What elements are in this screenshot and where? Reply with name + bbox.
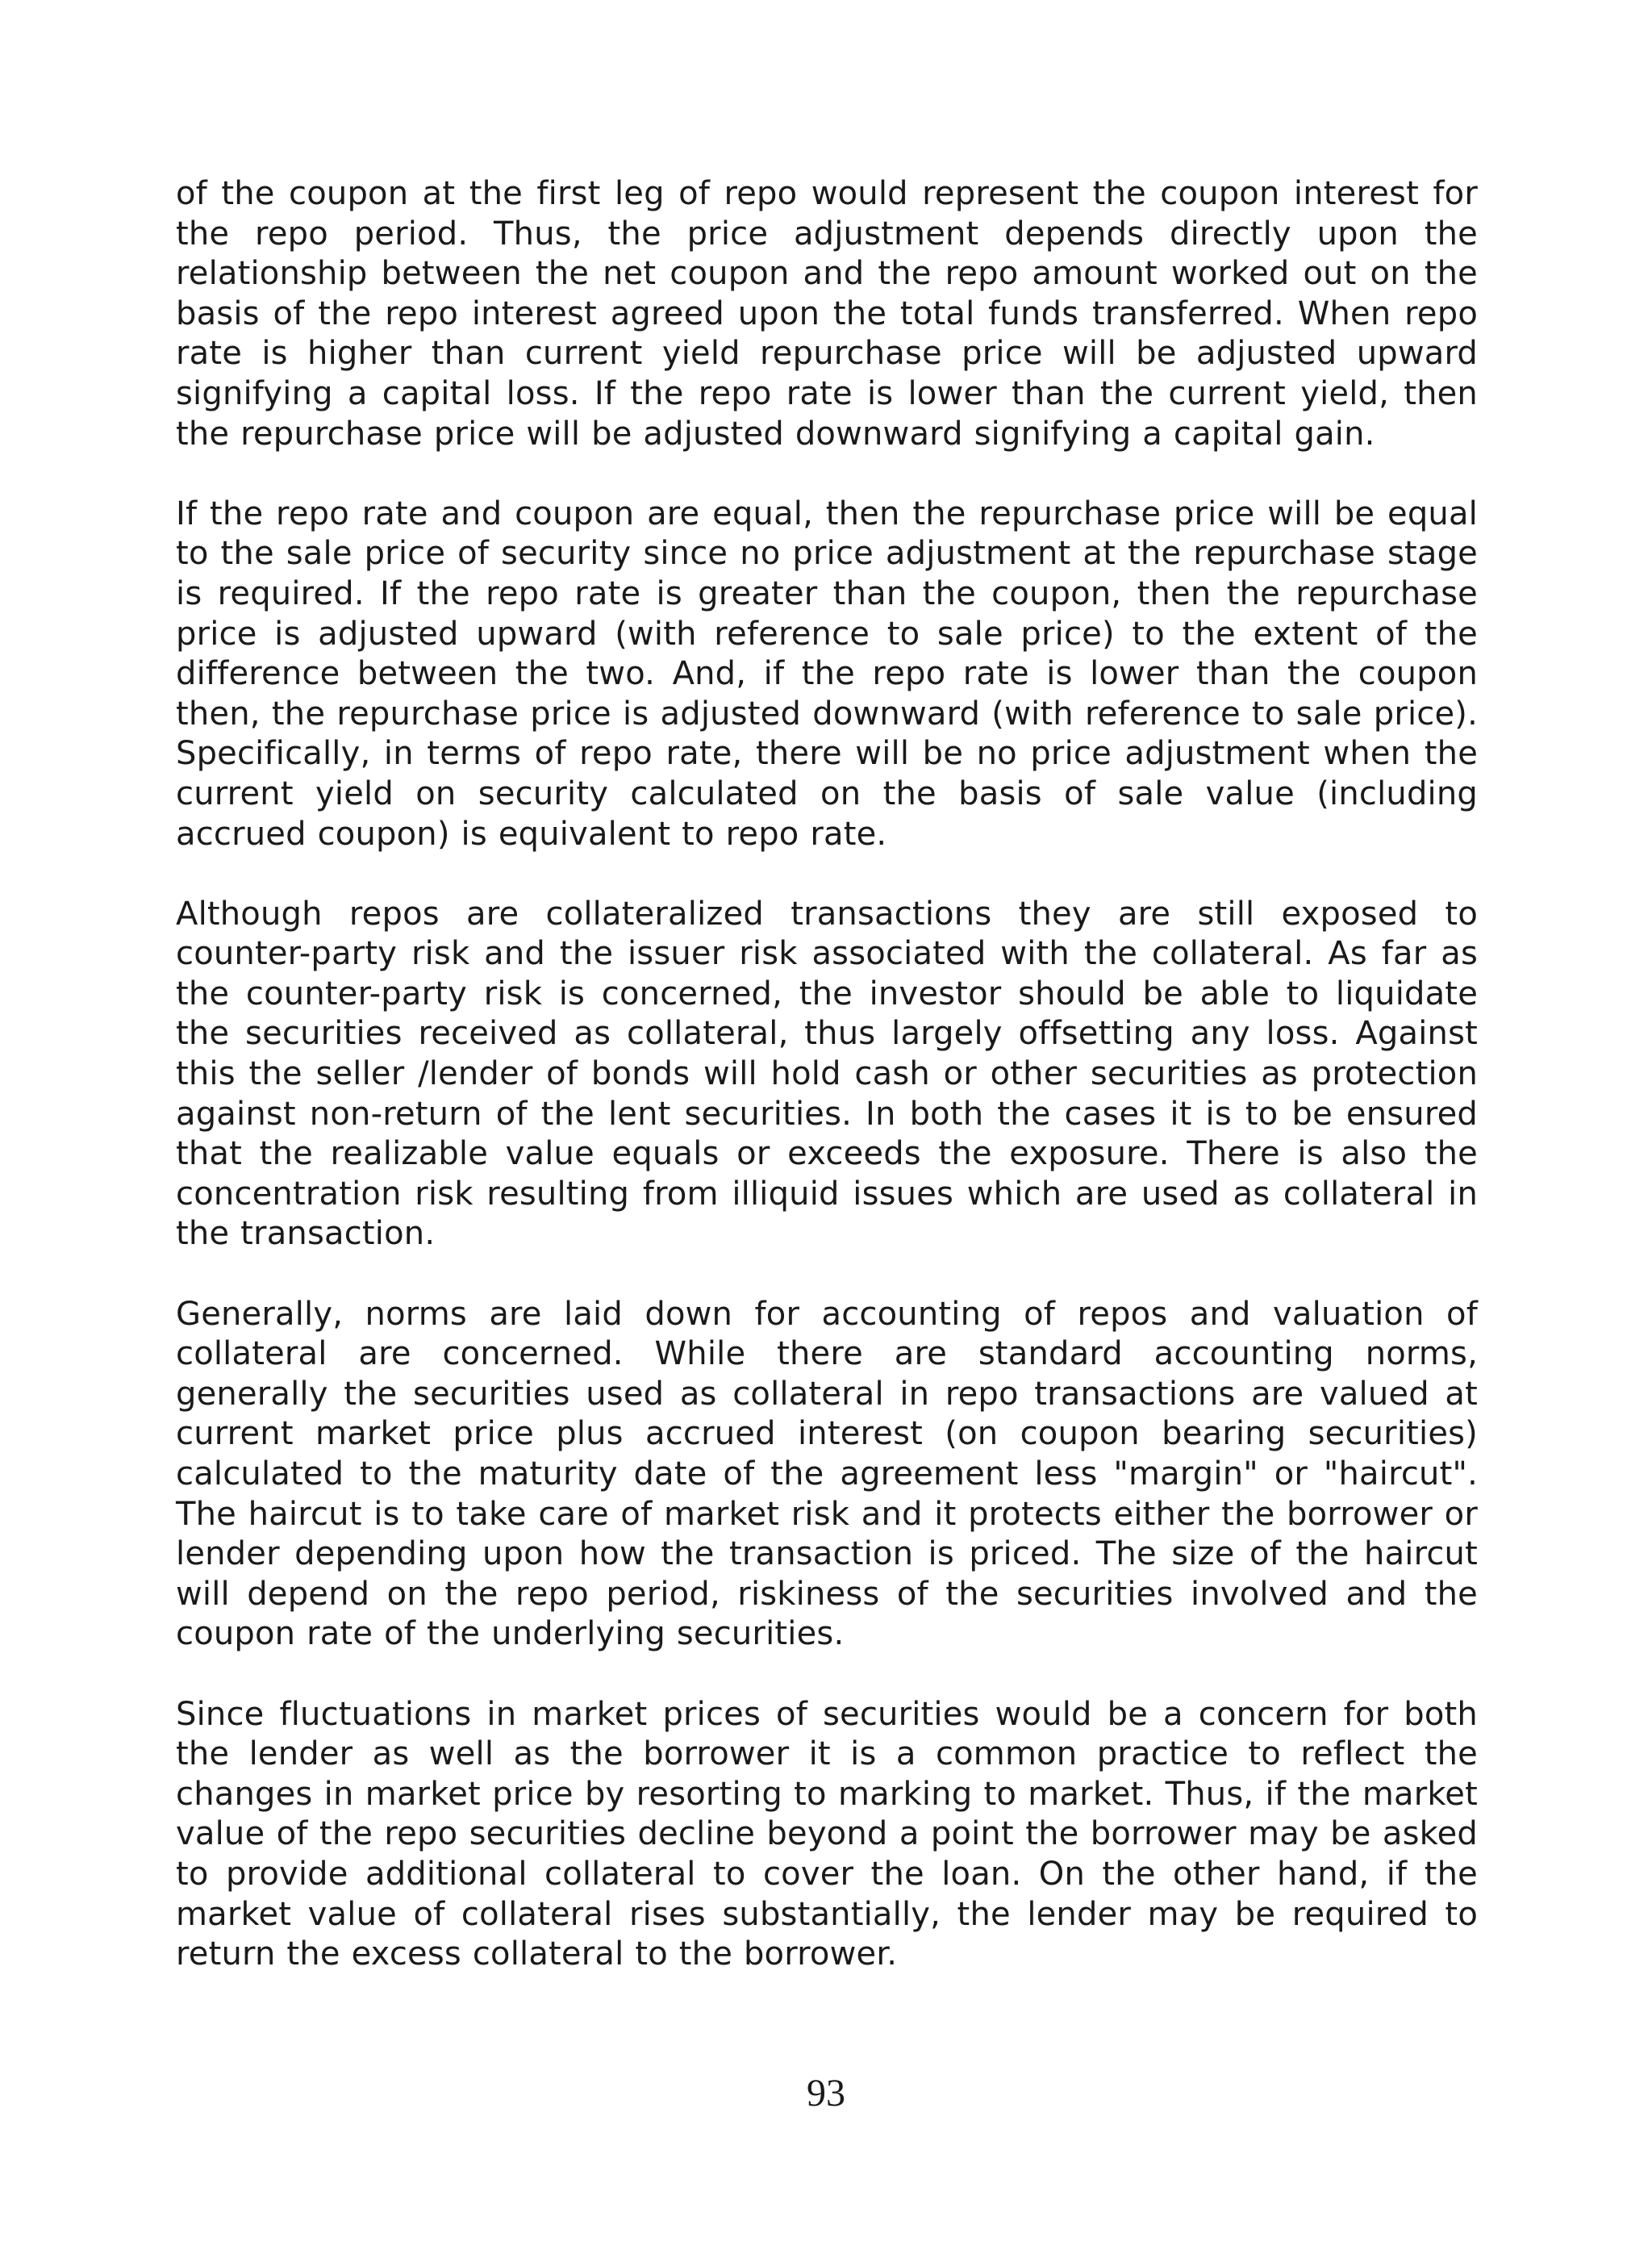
paragraph-accounting-norms: Generally, norms are laid down for accounting of repos and valuation of collateral are concerned. While there are standard accounting norms, generally the securities used as collateral in repo transactions are valued at current market price plus accrued interest (on coupon bearing securities) calculated to the maturity date of the agreement less "margin" or "haircut". The haircut is to take care of market risk and it protects either the borrower or lender depending upon how the transaction is priced. The size of the haircut will depend on the repo period, riskiness of the securities involved and the coupon rate of the underlying securities. xyxy=(176,1295,1478,1653)
page-number: 93 xyxy=(807,2072,845,2115)
paragraph-counterparty-risk: Although repos are collateralized transactions they are still exposed to counter-party risk and the issuer risk associated with the collateral. As far as the counter-party risk is concerned, the investor should be able to liquidate the securities received as collateral, thus largely offsetting any loss. Against this the seller /lender of bonds will hold cash or other securities as protection against non-return of the lent securities. In both the cases it is to be ensured that the realizable value equals or exceeds the exposure. There is also the concentration risk resulting from illiquid issues which are used as collateral in the transaction. xyxy=(176,895,1478,1253)
paragraph-price-adjustment: of the coupon at the first leg of repo would represent the coupon interest for the repo period. Thus, the price adjustment depends directly upon the relationship between the net coupon and the repo amount worked out on the basis of the repo interest agreed upon the total funds transferred. When repo rate is higher than current yield repurchase price will be adjusted upward signifying a capital loss. If the repo rate is lower than the current yield, then the repurchase price will be adjusted downward signifying a capital gain. xyxy=(176,175,1478,453)
paragraph-repo-rate-coupon: If the repo rate and coupon are equal, then the repurchase price will be equal to the sale price of security since no price adjustment at the repurchase stage is required. If the repo rate is greater than the coupon, then the repurchase price is adjusted upward (with reference to sale price) to the extent of the difference between the two. And, if the repo rate is lower than the coupon then, the repurchase price is adjusted downward (with reference to sale price). Specifically, in terms of repo rate, there will be no price adjustment when the current yield on security calculated on the basis of sale value (including accrued coupon) is equivalent to repo rate. xyxy=(176,495,1478,853)
paragraph-marking-to-market: Since fluctuations in market prices of securities would be a concern for both the lender as well as the borrower it is a common practice to reflect the changes in market price by resorting to marking to market. Thus, if the market value of the repo securities decline beyond a point the borrower may be asked to provide additional collateral to cover the loan. On the other hand, if the market value of collateral rises substantially, the lender may be required to return the excess collateral to the borrower. xyxy=(176,1695,1478,1973)
text-body xyxy=(176,174,1478,1975)
